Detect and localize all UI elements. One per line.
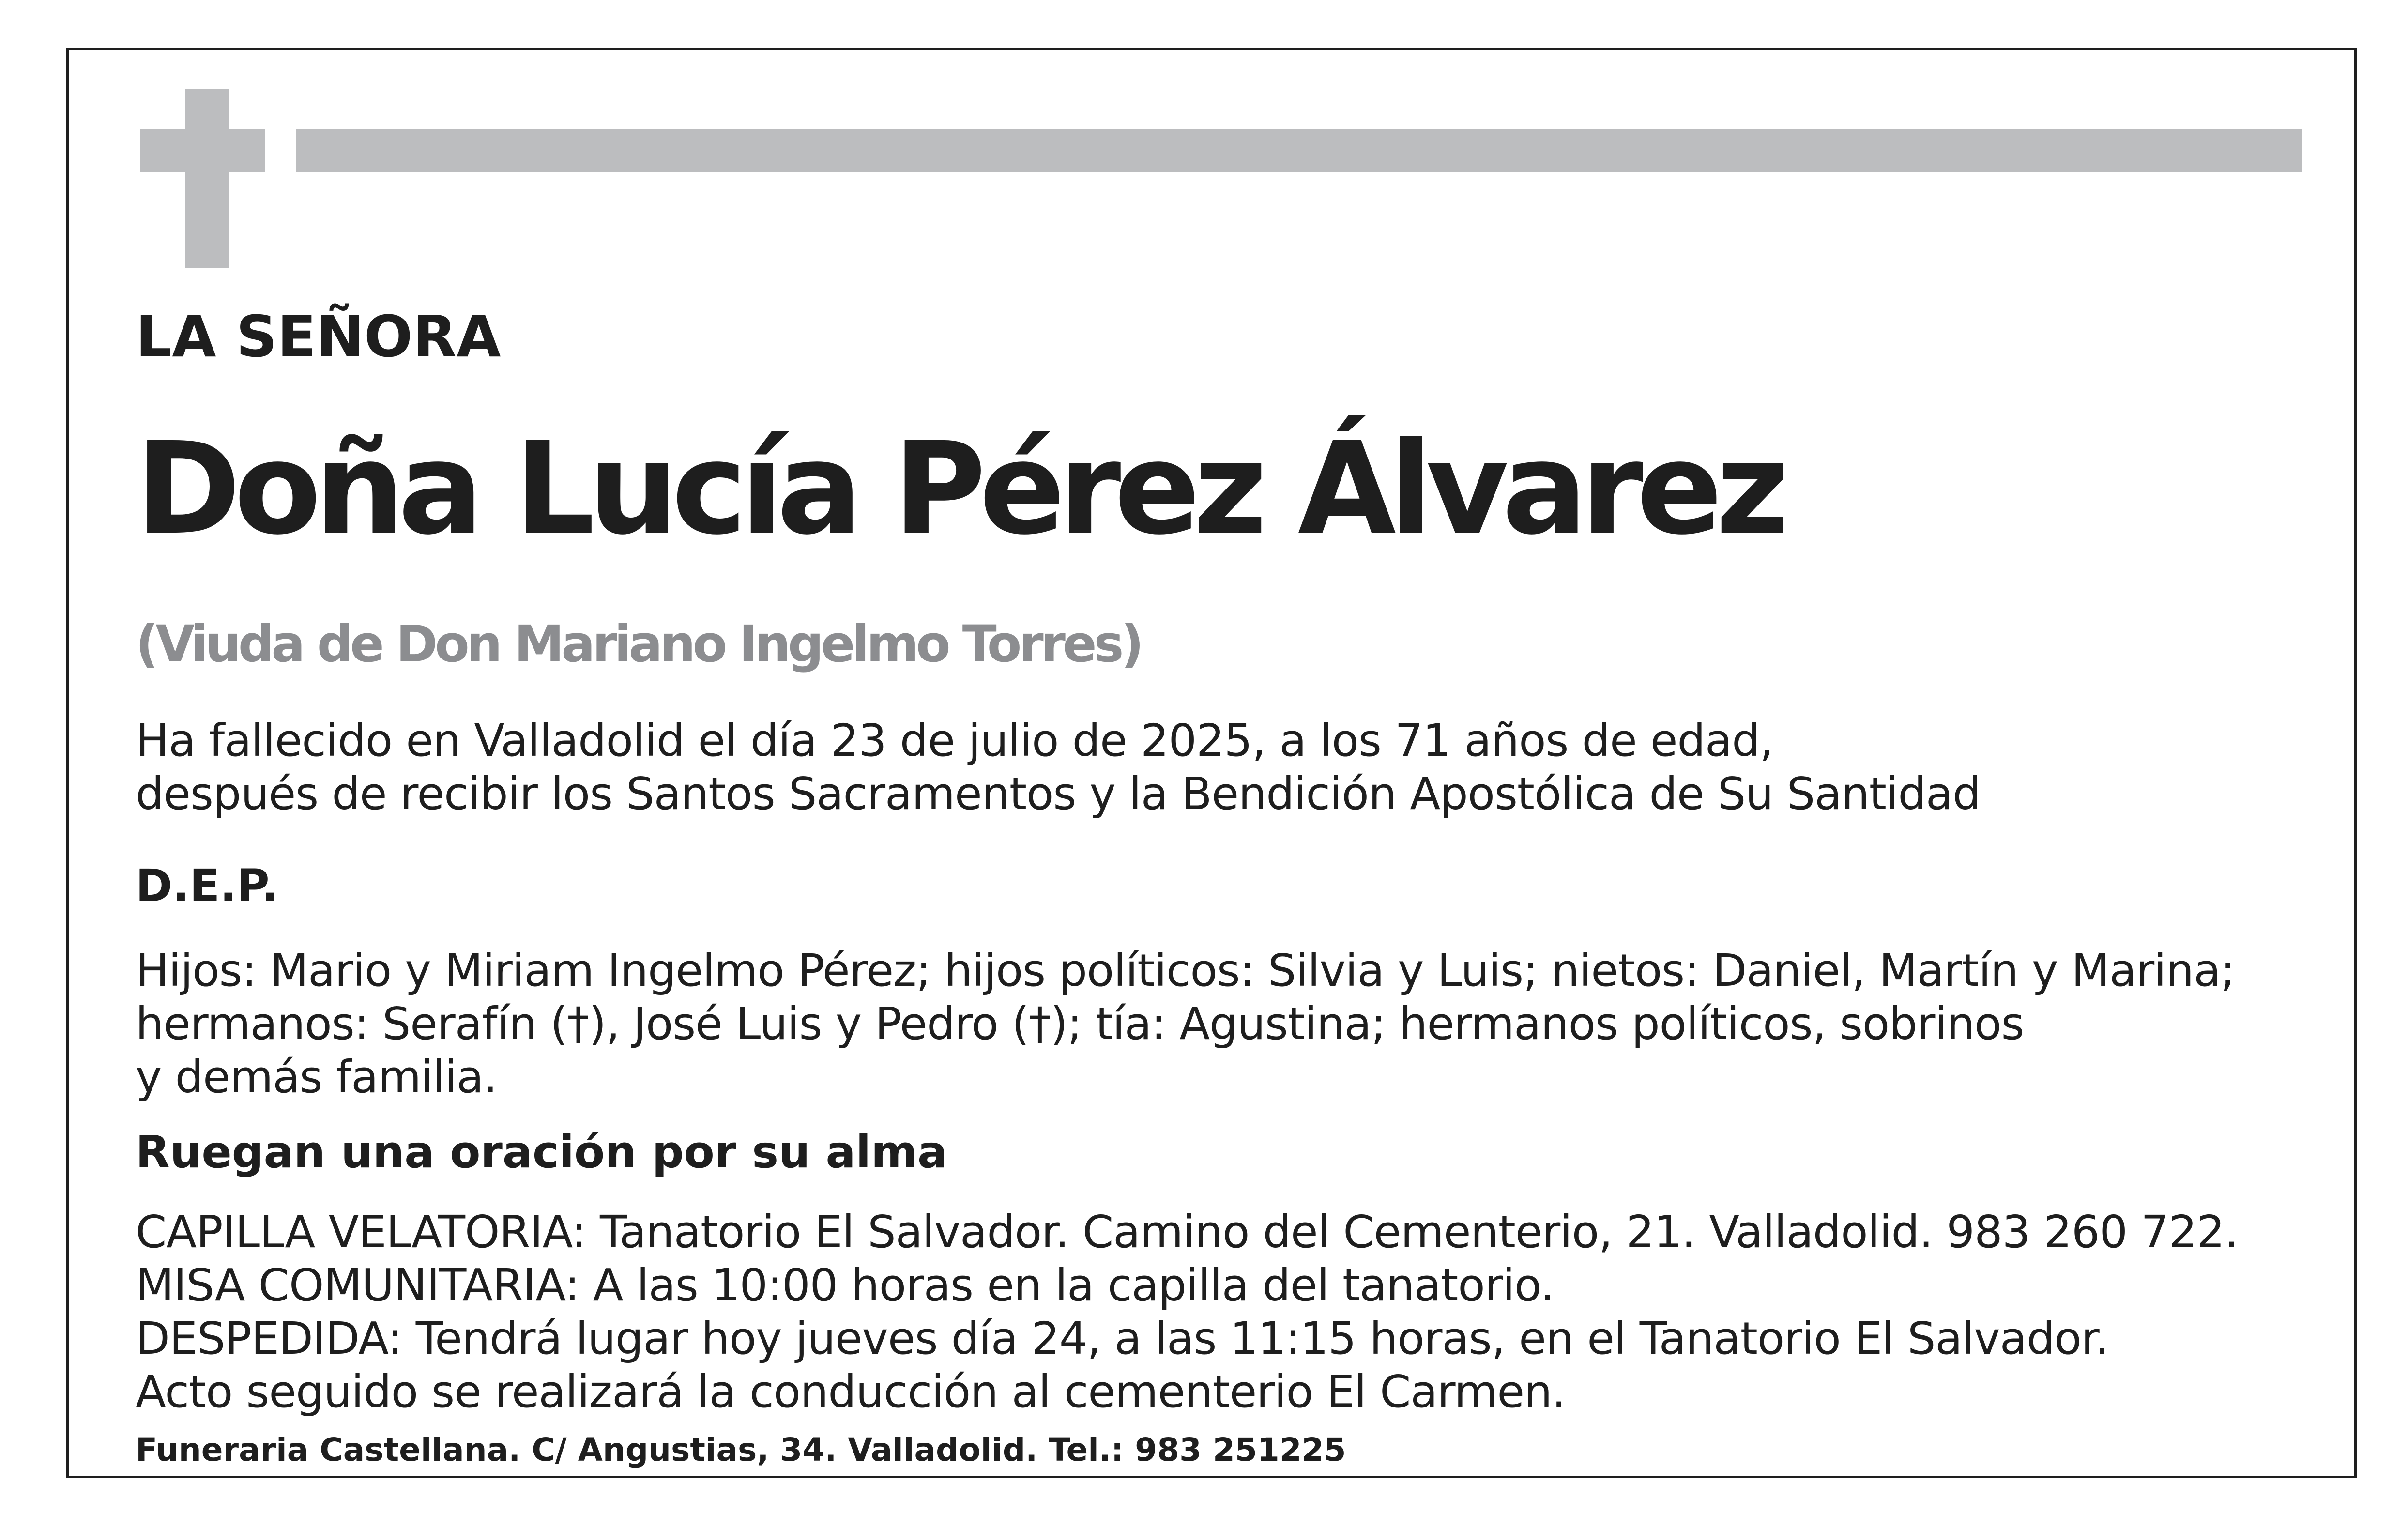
detail-line: MISA COMUNITARIA: A las 10:00 horas en la capilla del tanatorio. [136, 1259, 1554, 1311]
death-line: Ha fallecido en Valladolid el día 23 de julio de 2025, a los 71 años de edad, [136, 715, 1773, 766]
cross-vertical-bar [185, 89, 229, 268]
deceased-name: Doña Lucía Pérez Álvarez [136, 415, 1783, 563]
header-rule [296, 129, 2302, 172]
service-details [136, 1206, 2238, 1419]
widow-of: (Viuda de Don Mariano Ingelmo Torres) [136, 614, 1141, 673]
family-line: y demás familia. [136, 1051, 497, 1103]
cross-horizontal-bar [140, 129, 265, 172]
family-list [136, 944, 2235, 1104]
detail-line: DESPEDIDA: Tendrá lugar hoy jueves día 24, a las 11:15 horas, en el Tanatorio El Salvador. [136, 1313, 2109, 1364]
death-line: después de recibir los Santos Sacramentos y la Bendición Apostólica de Su Santidad [136, 768, 1981, 820]
dep-abbreviation: D.E.P. [136, 860, 278, 912]
funeral-home-info: Funeraria Castellana. C/ Angustias, 34. Valladolid. Tel.: 983 251225 [136, 1431, 1346, 1468]
family-line: Hijos: Mario y Miriam Ingelmo Pérez; hijos políticos: Silvia y Luis; nietos: Daniel, Martín y Marina; [136, 945, 2235, 996]
family-line: hermanos: Serafín (†), José Luis y Pedro (†); tía: Agustina; hermanos políticos, sobrinos [136, 998, 2024, 1050]
prayer-request: Ruegan una oración por su alma [136, 1126, 948, 1178]
detail-line: CAPILLA VELATORIA: Tanatorio El Salvador. Camino del Cementerio, 21. Valladolid. 983 260 722. [136, 1206, 2239, 1258]
death-announcement [136, 714, 1981, 821]
notice-label: LA SEÑORA [136, 303, 501, 370]
detail-line: Acto seguido se realizará la conducción al cementerio El Carmen. [136, 1366, 1566, 1418]
